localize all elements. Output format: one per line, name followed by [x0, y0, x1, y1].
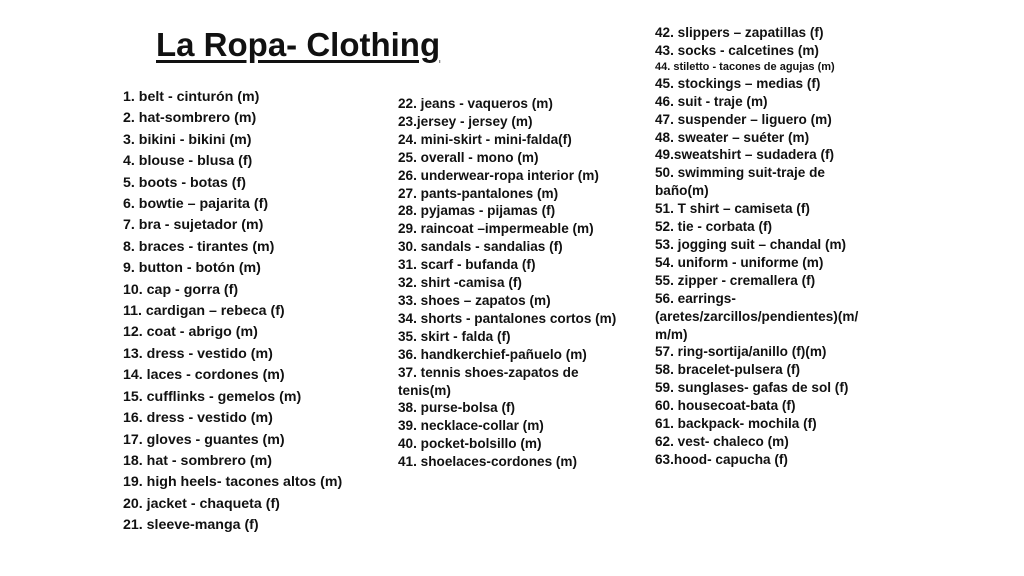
- vocab-item: baño(m): [655, 183, 709, 199]
- vocab-item: 16. dress - vestido (m): [123, 410, 273, 427]
- vocab-item: 63.hood- capucha (f): [655, 451, 788, 467]
- vocab-column-3: [655, 24, 895, 469]
- vocab-item: 61. backpack- mochila (f): [655, 416, 817, 432]
- vocab-item: 8. braces - tirantes (m): [123, 238, 275, 255]
- vocab-item: 54. uniform - uniforme (m): [655, 254, 824, 270]
- vocab-item: 41. shoelaces-cordones (m): [398, 454, 578, 470]
- vocab-item: 57. ring-sortija/anillo (f)(m): [655, 344, 827, 360]
- page-title: La Ropa- Clothing: [156, 26, 441, 63]
- vocab-item: 7. bra - sujetador (m): [123, 217, 264, 234]
- vocab-item: 62. vest- chaleco (m): [655, 433, 789, 449]
- vocab-item: (aretes/zarcillos/pendientes)(m/: [655, 308, 859, 324]
- vocab-item: 26. underwear-ropa interior (m): [398, 167, 599, 183]
- vocab-item: 38. purse-bolsa (f): [398, 400, 516, 416]
- vocab-item: 15. cufflinks - gemelos (m): [123, 388, 302, 405]
- vocab-column-2: [398, 95, 650, 471]
- vocab-item: 28. pyjamas - pijamas (f): [398, 203, 556, 219]
- vocab-item: 43. socks - calcetines (m): [655, 42, 819, 58]
- vocab-item: 21. sleeve-manga (f): [123, 517, 259, 534]
- vocab-item: 6. bowtie – pajarita (f): [123, 196, 269, 213]
- vocab-item: 9. button - botón (m): [123, 260, 261, 277]
- vocab-item: 14. laces - cordones (m): [123, 367, 285, 384]
- vocab-item: 12. coat - abrigo (m): [123, 324, 258, 341]
- vocab-item: 27. pants-pantalones (m): [398, 185, 559, 201]
- vocab-item: 4. blouse - blusa (f): [123, 153, 253, 170]
- vocab-item: 30. sandals - sandalias (f): [398, 239, 563, 255]
- vocab-item: 52. tie - corbata (f): [655, 219, 773, 235]
- vocab-item: 56. earrings-: [655, 290, 736, 306]
- vocab-item: 20. jacket - chaqueta (f): [123, 495, 280, 512]
- vocab-item: 35. skirt - falda (f): [398, 328, 511, 344]
- vocab-item: 33. shoes – zapatos (m): [398, 292, 551, 308]
- vocab-item: 50. swimming suit-traje de: [655, 165, 825, 181]
- vocab-item: 25. overall - mono (m): [398, 149, 539, 165]
- vocab-item: 39. necklace-collar (m): [398, 418, 544, 434]
- vocab-item: 32. shirt -camisa (f): [398, 275, 522, 291]
- vocab-item: 48. sweater – suéter (m): [655, 129, 810, 145]
- vocab-item: 34. shorts - pantalones cortos (m): [398, 310, 617, 326]
- vocab-item: 47. suspender – liguero (m): [655, 111, 832, 127]
- vocab-item: 11. cardigan – rebeca (f): [123, 303, 285, 320]
- vocab-item: 5. boots - botas (f): [123, 174, 246, 191]
- vocab-item: 40. pocket-bolsillo (m): [398, 436, 542, 452]
- vocab-item: 45. stockings – medias (f): [655, 75, 821, 91]
- vocab-item: 55. zipper - cremallera (f): [655, 272, 816, 288]
- vocab-item: 2. hat-sombrero (m): [123, 110, 257, 127]
- vocab-item: 10. cap - gorra (f): [123, 281, 239, 298]
- vocab-item: 58. bracelet-pulsera (f): [655, 362, 801, 378]
- vocab-item: 60. housecoat-bata (f): [655, 398, 796, 414]
- vocab-item: 19. high heels- tacones altos (m): [123, 474, 343, 491]
- vocab-item: 53. jogging suit – chandal (m): [655, 236, 847, 252]
- vocab-column-1: [123, 87, 373, 537]
- vocab-item: 49.sweatshirt – sudadera (f): [655, 147, 835, 163]
- vocab-item: 31. scarf - bufanda (f): [398, 257, 536, 273]
- vocab-item: tenis(m): [398, 382, 451, 398]
- vocab-item: 1. belt - cinturón (m): [123, 89, 260, 105]
- vocab-item: 44. stiletto - tacones de agujas (m): [655, 60, 835, 73]
- vocab-item: 18. hat - sombrero (m): [123, 452, 272, 469]
- vocab-item: 36. handkerchief-pañuelo (m): [398, 346, 587, 362]
- vocab-item: 29. raincoat –impermeable (m): [398, 221, 594, 237]
- vocab-item: 22. jeans - vaqueros (m): [398, 96, 553, 111]
- vocab-item: 59. sunglases- gafas de sol (f): [655, 380, 849, 396]
- vocab-item: 3. bikini - bikini (m): [123, 131, 252, 148]
- vocab-item: 24. mini-skirt - mini-falda(f): [398, 131, 572, 147]
- vocab-item: 17. gloves - guantes (m): [123, 431, 285, 448]
- vocab-item: 23.jersey - jersey (m): [398, 113, 533, 129]
- vocab-item: 13. dress - vestido (m): [123, 345, 273, 362]
- vocab-item: m/m): [655, 326, 688, 342]
- vocab-item: 51. T shirt – camiseta (f): [655, 201, 810, 217]
- vocab-item: 37. tennis shoes-zapatos de: [398, 364, 579, 380]
- vocab-item: 42. slippers – zapatillas (f): [655, 25, 824, 40]
- vocab-item: 46. suit - traje (m): [655, 93, 768, 109]
